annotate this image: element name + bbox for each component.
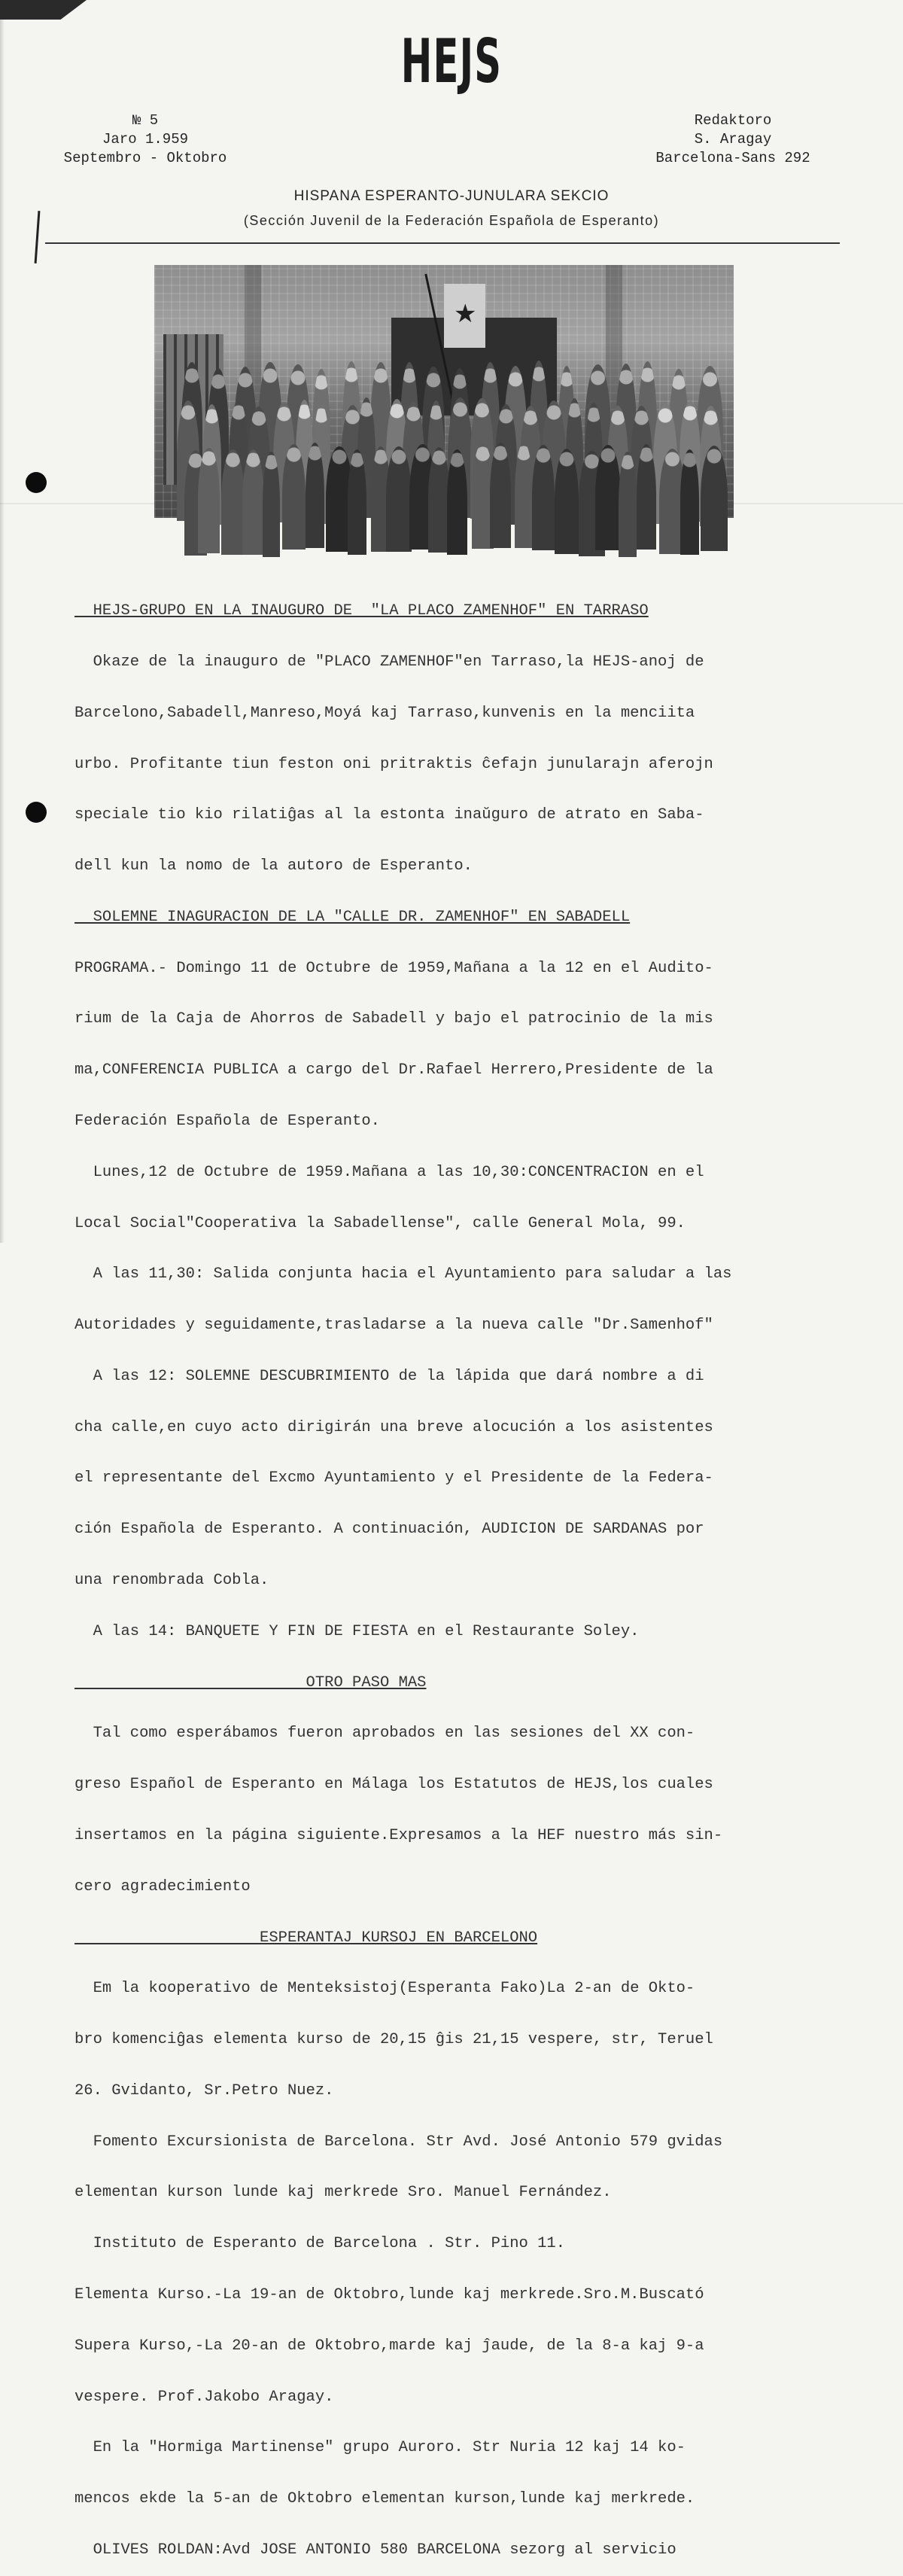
issue-info <box>44 111 247 168</box>
text-line: Autoridades y seguidamente,trasladarse a la nueva calle "Dr.Samenhof" <box>74 1317 713 1335</box>
issue-months: Septembro - Oktobro <box>63 150 227 166</box>
corner-tab <box>0 0 87 20</box>
photo-person <box>306 443 324 548</box>
editor-label: Redaktoro <box>694 112 772 129</box>
org-name: HISPANA ESPERANTO-JUNULARA SEKCIO <box>293 188 610 204</box>
text-line: insertamos en la página siguiente.Expresamos a la HEF nuestro más sin- <box>74 1826 723 1844</box>
text-line: el representante del Excmo Ayuntamiento y el Presidente de la Federa- <box>74 1469 713 1487</box>
photo-person <box>198 448 219 553</box>
text-line: A las 14: BANQUETE Y FIN DE FIESTA en el Restaurante Soley. <box>74 1622 640 1640</box>
text-line: Tal como esperábamos fueron aprobados en las sesiones del XX con- <box>74 1725 695 1743</box>
text-line: Federación Española de Esperanto. <box>74 1113 380 1130</box>
issue-number: № 5 <box>132 112 159 129</box>
photo-person <box>242 449 264 555</box>
esperanto-star-icon: ★ <box>454 299 477 329</box>
punch-hole-top <box>26 472 47 493</box>
text-line: vespere. Prof.Jakobo Aragay. <box>74 2388 334 2406</box>
text-line: mencos ekde la 5-an de Oktobro elementan kurson,lunde kaj merkrede. <box>74 2490 695 2508</box>
photo-person <box>515 443 533 548</box>
text-line: ción Española de Esperanto. A continuación, AUDICION DE SARDANAS por <box>74 1521 704 1539</box>
photo-crowd <box>177 352 717 518</box>
photo-person <box>447 449 467 555</box>
photo-person <box>282 444 306 550</box>
text-line: rium de la Caja de Ahorros de Sabadell y bajo el patrocinio de la mis <box>74 1010 713 1028</box>
text-line: Supera Kurso,-La 20-an de Oktobro,marde kaj ĵaude, de la 8-a kaj 9-a <box>74 2337 704 2355</box>
text-line: Fomento Excursionista de Barcelona. Str Avd. José Antonio 579 gvidas <box>74 2133 723 2151</box>
text-line: bro komenciĝas elementa kurso de 20,15 ĝis 21,15 vespere, str, Teruel <box>74 2031 713 2049</box>
photo-person <box>619 452 637 557</box>
photo-person <box>701 446 727 551</box>
punch-hole-bottom <box>26 802 47 823</box>
text-line: Local Social"Cooperativa la Sabadellense", calle General Mola, 99. <box>74 1214 686 1232</box>
photo-person <box>386 446 412 552</box>
text-line: Okaze de la inauguro de "PLACO ZAMENHOF"en Tarraso,la HEJS-anoj de <box>74 653 704 671</box>
text-line: urbo. Profitante tiun feston oni pritraktis ĉefajn junularajn aferojn <box>74 755 713 773</box>
org-subtitle: (Sección Juvenil de la Federación Española de Esperanto) <box>243 213 660 228</box>
photo-person <box>263 452 280 557</box>
text-line: dell kun la nomo de la autoro de Esperanto. <box>74 857 473 875</box>
text-line: ma,CONFERENCIA PUBLICA a cargo del Dr.Rafael Herrero,Presidente de la <box>74 1061 713 1079</box>
text-line: cha calle,en cuyo acto dirigirán una breve alocución a los asistentes <box>74 1418 713 1436</box>
text-line: una renombrada Cobla. <box>74 1572 269 1590</box>
text-line: OLIVES ROLDAN:Avd JOSE ANTONIO 580 BARCELONA sezorg al servicio <box>74 2541 676 2559</box>
photo-person <box>680 449 700 555</box>
page-edge <box>0 0 5 1243</box>
text-line: Instituto de Esperanto de Barcelona . Str. Pino 11. <box>74 2235 566 2253</box>
heading-otro-paso-mas: OTRO PASO MAS <box>74 1673 427 1691</box>
group-photo <box>154 265 734 518</box>
text-line: Em la kooperativo de Menteksistoj(Esperanta Fako)La 2-an de Okto- <box>74 1980 695 1998</box>
editor-info <box>628 111 838 168</box>
text-line: PROGRAMA.- Domingo 11 de Octubre de 1959,Mañana a la 12 en el Audito- <box>74 959 713 977</box>
text-line: A las 11,30: Salida conjunta hacia el Ayuntamiento para saludar a las <box>74 1265 732 1283</box>
text-line: speciale tio kio rilatiĝas al la estonta inaŭguro de atrato en Saba- <box>74 806 704 824</box>
text-line: Barcelono,Sabadell,Manreso,Moyá kaj Tarraso,kunvenis en la menciita <box>74 704 695 722</box>
text-line: cero agradecimiento <box>74 1877 251 1895</box>
text-line: elementan kurson lunde kaj merkrede Sro. Manuel Fernández. <box>74 2184 612 2202</box>
photo-person <box>348 449 366 555</box>
photo-person <box>637 444 656 550</box>
text-line: greso Español de Esperanto en Málaga los Estatutos de HEJS,los cuales <box>74 1776 713 1794</box>
photo-person <box>490 443 511 548</box>
photo-person <box>595 445 620 550</box>
header-rule <box>45 242 840 244</box>
text-line: Elementa Kurso.-La 19-an de Oktobro,lunde kaj merkrede.Sro.M.Buscató <box>74 2285 704 2303</box>
text-line: En la "Hormiga Martinense" grupo Auroro. Str Nuria 12 kaj 14 ko- <box>74 2439 686 2457</box>
heading-esperantaj-kursoj: ESPERANTAJ KURSOJ EN BARCELONO <box>74 1929 538 1947</box>
photo-person <box>555 449 579 554</box>
issue-year: Jaro 1.959 <box>102 131 189 148</box>
heading-hejs-grupo: HEJS-GRUPO EN LA INAUGURO DE "LA PLACO ZAMENHOF" EN TARRASO <box>74 602 649 620</box>
article-body <box>74 569 872 2576</box>
photo-person <box>221 449 245 555</box>
text-line: Lunes,12 de Octubre de 1959.Mañana a las 10,30:CONCENTRACION en el <box>74 1163 704 1181</box>
heading-solemne-inaguracion: SOLEMNE INAGURACION DE LA "CALLE DR. ZAMENHOF" EN SABADELL <box>74 908 631 926</box>
editor-name: S. Aragay <box>694 131 772 148</box>
masthead-title: HEJS <box>400 26 503 96</box>
text-line: A las 12: SOLEMNE DESCUBRIMIENTO de la lápida que dará nombre a di <box>74 1367 704 1385</box>
photo-person <box>532 445 555 550</box>
text-line: 26. Gvidanto, Sr.Petro Nuez. <box>74 2081 334 2099</box>
editor-address: Barcelona-Sans 292 <box>655 150 810 166</box>
